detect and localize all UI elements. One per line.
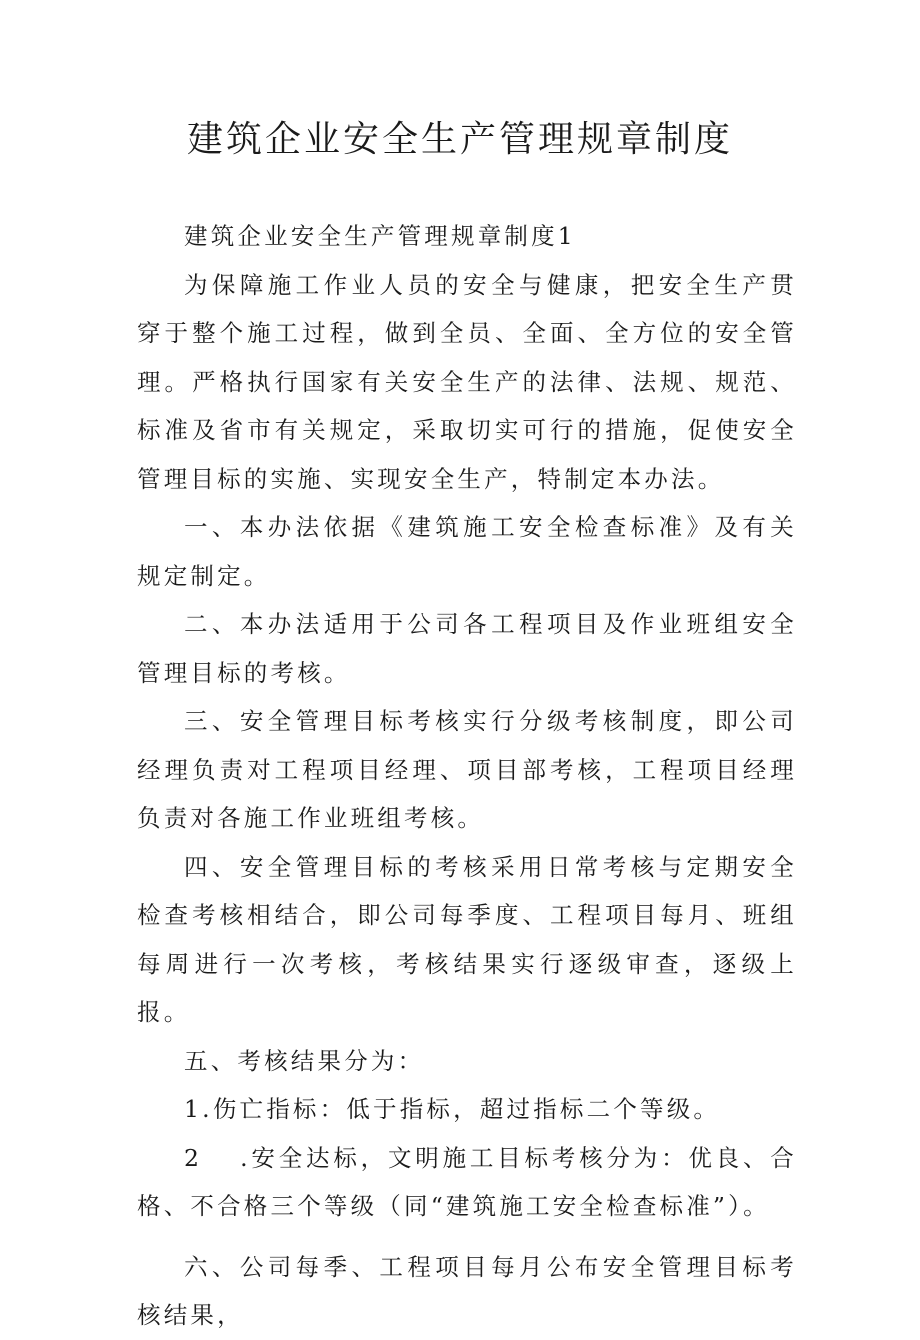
paragraph-item-1: 一、本办法依据《建筑施工安全检查标准》及有关规定制定。	[137, 513, 797, 590]
paragraph-intro: 为保障施工作业人员的安全与健康，把安全生产贯穿于整个施工过程，做到全员、全面、全方位的安全管理。严格执行国家有关安全生产的法律、法规、规范、标准及省市有关规定，采取切实可行的措施，促使安全管理目标的实施、实现安全生产，特制定本办法。	[137, 270, 797, 493]
paragraph-item-3: 三、安全管理目标考核实行分级考核制度，即公司经理负责对工程项目经理、项目部考核，工程项目经理负责对各施工作业班组考核。	[137, 707, 797, 832]
paragraph-item-2: 二、本办法适用于公司各工程项目及作业班组安全管理目标的考核。	[137, 610, 797, 687]
paragraph-item-6: 六、公司每季、工程项目每月公布安全管理目标考核结果，	[137, 1252, 797, 1329]
document-title: 建筑企业安全生产管理规章制度	[186, 119, 733, 160]
paragraph-item-5-2	[137, 1134, 797, 1231]
paragraph-item-5: 五、考核结果分为：	[184, 1046, 425, 1075]
paragraph-item-4: 四、安全管理目标的考核采用日常考核与定期安全检查考核相结合，即公司每季度、工程项目每月、班组每周进行一次考核，考核结果实行逐级审查，逐级上报。	[137, 852, 797, 1026]
section-heading: 建筑企业安全生产管理规章制度1	[184, 222, 576, 250]
item-5-2-text: .安全达标，文明施工目标考核分为：优良、合格、不合格三个等级（同“建筑施工安全检查标准”）。	[137, 1143, 797, 1220]
document-body	[137, 212, 797, 1340]
item-5-2-number: 2	[184, 1143, 203, 1172]
paragraph-item-5-1: 1.伤亡指标：低于指标，超过指标二个等级。	[184, 1095, 721, 1123]
